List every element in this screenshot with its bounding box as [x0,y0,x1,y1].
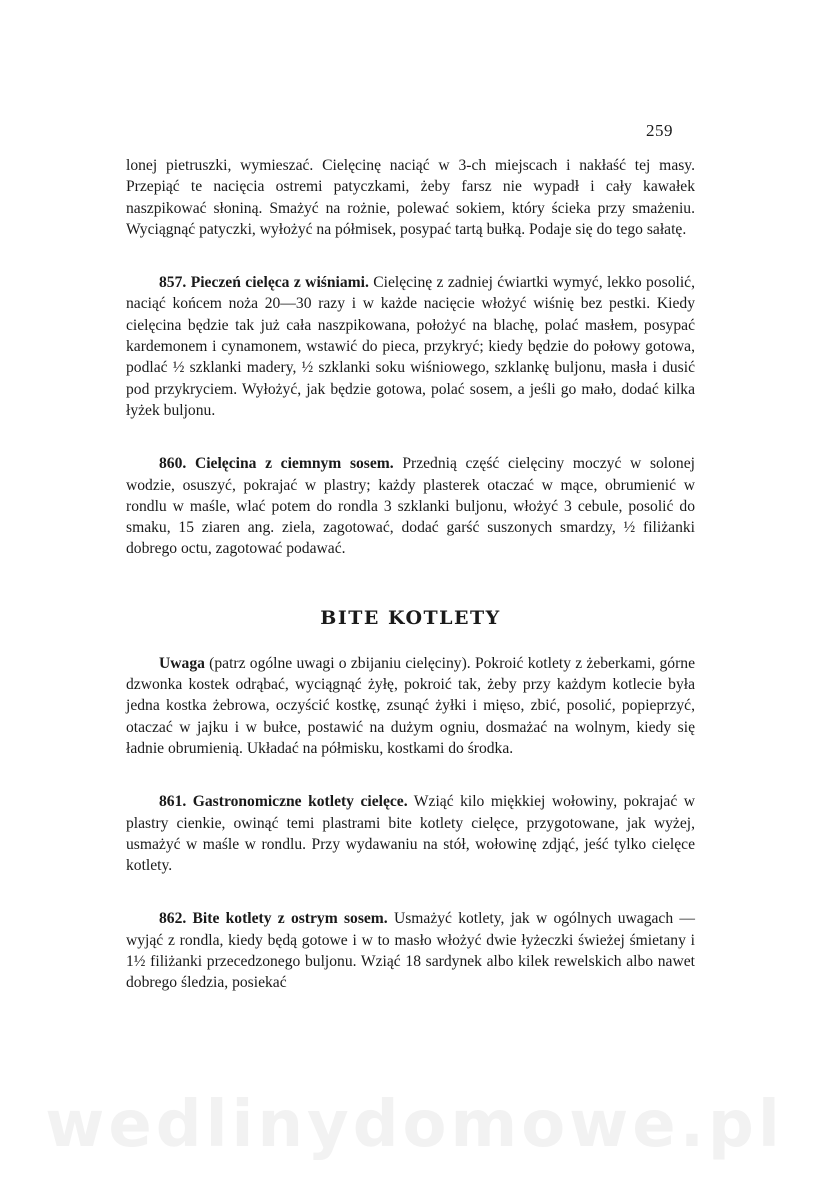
recipe-862 [126,908,695,993]
note-paragraph [126,653,695,759]
recipe-861 [126,791,695,876]
recipe-860-title: 860. Cielęcina z ciemnym sosem. [159,455,394,473]
watermark: wedlinydomowe.pl [45,1088,784,1162]
recipe-857-text: Cielęcinę z zadniej ćwiartki wymyć, lekko posolić, naciąć końcem noża 20—30 razy i w każde nacięcie włożyć wiśnię bez pestki. Kiedy cielęcina będzie tak już cała naszpikowana, położyć na blachę, polać masłem, posypać kardemonem i cynamonem, wstawić do pieca, przykryć; kiedy będzie do połowy gotowa, podlać ½ szklanki madery, ½ szklanki soku wiśniowego, szklankę buljonu, masła i dusić pod przykryciem. Wyłożyć, jak będzie gotowa, polać sosem, a jeśli go mało, dodać kilka łyżek buljonu. [126,274,695,419]
page-content [126,155,695,994]
recipe-857 [126,272,695,421]
recipe-860 [126,453,695,559]
recipe-861-text: Wziąć kilo miękkiej wołowiny, pokrajać w plastry cienkie, owinąć temi plastrami bite kotlety cielęce, przygotowane, jak wyżej, usmażyć w maśle w rondlu. Przy wydawaniu na stół, wołowinę zdjąć, jeść tylko cielęce kotlety. [126,793,695,875]
recipe-862-text: Usmażyć kotlety, jak w ogólnych uwagach — wyjąć z rondla, kiedy będą gotowe i w to masło włożyć dwie łyżeczki świeżej śmietany i 1½ filiżanki przecedzonego buljonu. Wziąć 18 sardynek albo kilek rewelskich albo nawet dobrego śledzia, posiekać [126,910,695,992]
section-title: BITE KOTLETY [320,606,501,629]
paragraph-continuation: lonej pietruszki, wymieszać. Cielęcinę naciąć w 3-ch miejscach i nakłaść tej masy. Przepiąć te nacięcia ostremi patyczkami, żeby farsz nie wypadł i cały kawałek naszpikować słoniną. Smażyć na rożnie, polewać sokiem, który ścieka przy smażeniu. Wyciągnąć patyczki, wyłożyć na półmisek, posypać tartą bułką. Podaje się do tego sałatę. [126,157,695,238]
recipe-862-title: 862. Bite kotlety z ostrym sosem. [159,910,388,928]
recipe-857-title: 857. Pieczeń cielęca z wiśniami. [159,274,369,292]
note-label: Uwaga [159,654,205,672]
note-text: (patrz ogólne uwagi o zbijaniu cielęciny). Pokroić kotlety z żeberkami, górne dzwonka kostek odrąbać, wyciągnąć żyłę, pokroić tak, żeby przy każdym kotlecie była jedna kostka żebrowa, oczyścić kostkę, zsunąć żyłki i mięso, zbić, posolić, popieprzyć, otaczać w jajku i w bułce, postawić na dużym ogniu, dosmażać na wolnym, kiedy się ładnie obrumienią. Układać na półmisku, kostkami do środka. [126,654,695,757]
recipe-860-text: Przednią część cielęciny moczyć w solonej wodzie, osuszyć, pokrajać w plastry; każdy plasterek otaczać w mące, obrumienić w rondlu w maśle, wlać potem do rondla 3 szklanki buljonu, włożyć 3 cebule, posolić do smaku, 15 ziaren ang. ziela, zagotować, dodać garść suszonych smardzy, ½ filiżanki dobrego octu, zagotować podawać. [126,455,695,558]
recipe-861-title: 861. Gastronomiczne kotlety cielęce. [159,793,408,811]
page-number: 259 [646,121,673,140]
